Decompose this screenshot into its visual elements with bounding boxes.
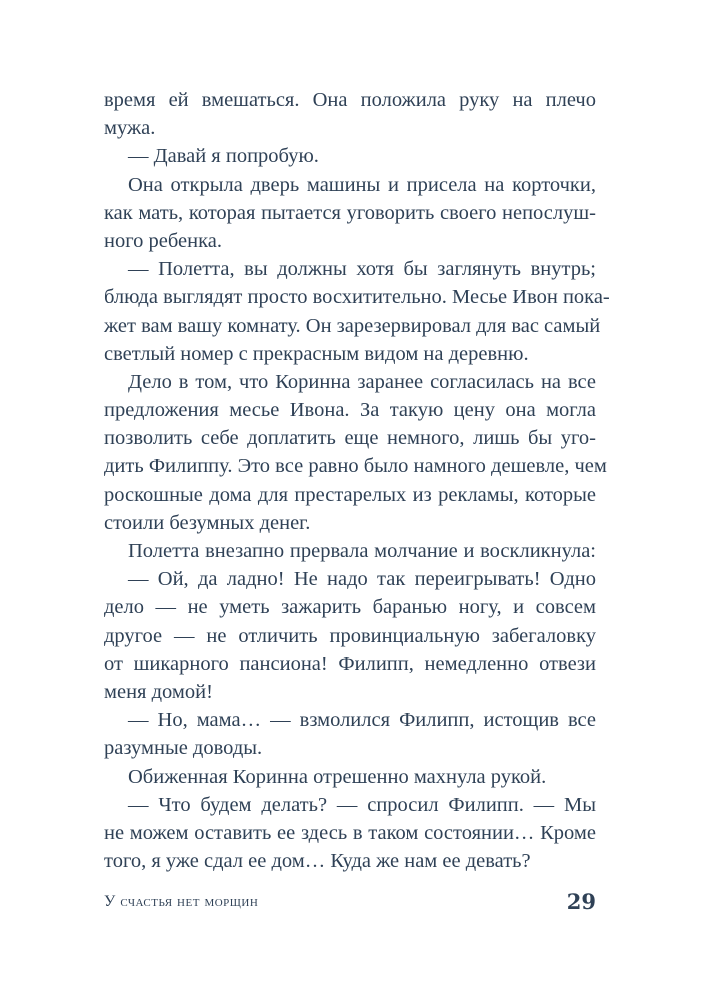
text-line: предложения месье Ивона. За такую цену она могла (104, 399, 596, 422)
text-line: от шикарного пансиона! Филипп, немедленно отвези (104, 652, 596, 675)
text-line: ного ребенка. (104, 229, 222, 252)
text-line: меня домой! (104, 680, 213, 703)
text-line: мужа. (104, 117, 156, 140)
text-line: Обиженная Коринна отрешенно махнула рукой. (128, 765, 547, 788)
text-line: позволить себе доплатить еще немного, лишь бы уго- (104, 427, 596, 450)
text-line: Полетта внезапно прервала молчание и воскликнула: (128, 540, 596, 562)
text-line: жет вам вашу комнату. Он зарезервировал для вас самый (104, 314, 601, 337)
text-line: роскошные дома для престарелых из рекламы, которые (104, 483, 596, 506)
page-footer (104, 889, 596, 917)
text-line: стоили безумных денег. (104, 511, 311, 534)
text-line: — Полетта, вы должны хотя бы заглянуть внутрь; (128, 258, 596, 281)
body-text (104, 86, 610, 875)
page-number: 29 (566, 889, 596, 914)
text-line: Дело в том, что Коринна заранее согласилась на все (128, 370, 596, 393)
text-line: — Ой, да ладно! Не надо так переигрывать! Одно (128, 568, 596, 591)
text-line: как мать, которая пытается уговорить своего непослуш- (104, 201, 596, 224)
text-line: того, я уже сдал ее дом… Куда же нам ее девать? (104, 850, 531, 873)
text-line: дить Филиппу. Это все равно было намного дешевле, чем (104, 455, 607, 478)
text-line: другое — не отличить провинциальную забегаловку (104, 624, 596, 647)
text-line: время ей вмешаться. Она положила руку на плечо (104, 89, 596, 111)
text-line: разумные доводы. (104, 737, 263, 760)
text-line: Она открыла дверь машины и присела на корточки, (128, 173, 596, 196)
text-line: светлый номер с прекрасным видом на деревню. (104, 342, 529, 365)
text-line: блюда выглядят просто восхитительно. Месье Ивон пока- (104, 286, 610, 309)
text-line: не можем оставить ее здесь в таком состоянии… Кроме (104, 821, 596, 844)
running-title: У счастья нет морщин (104, 893, 259, 910)
text-line: — Но, мама… — взмолился Филипп, истощив все (128, 709, 596, 732)
text-line: дело — не уметь зажарить баранью ногу, и совсем (104, 596, 596, 619)
text-line: — Давай я попробую. (128, 145, 319, 168)
text-line: — Что будем делать? — спросил Филипп. — Мы (128, 793, 596, 816)
